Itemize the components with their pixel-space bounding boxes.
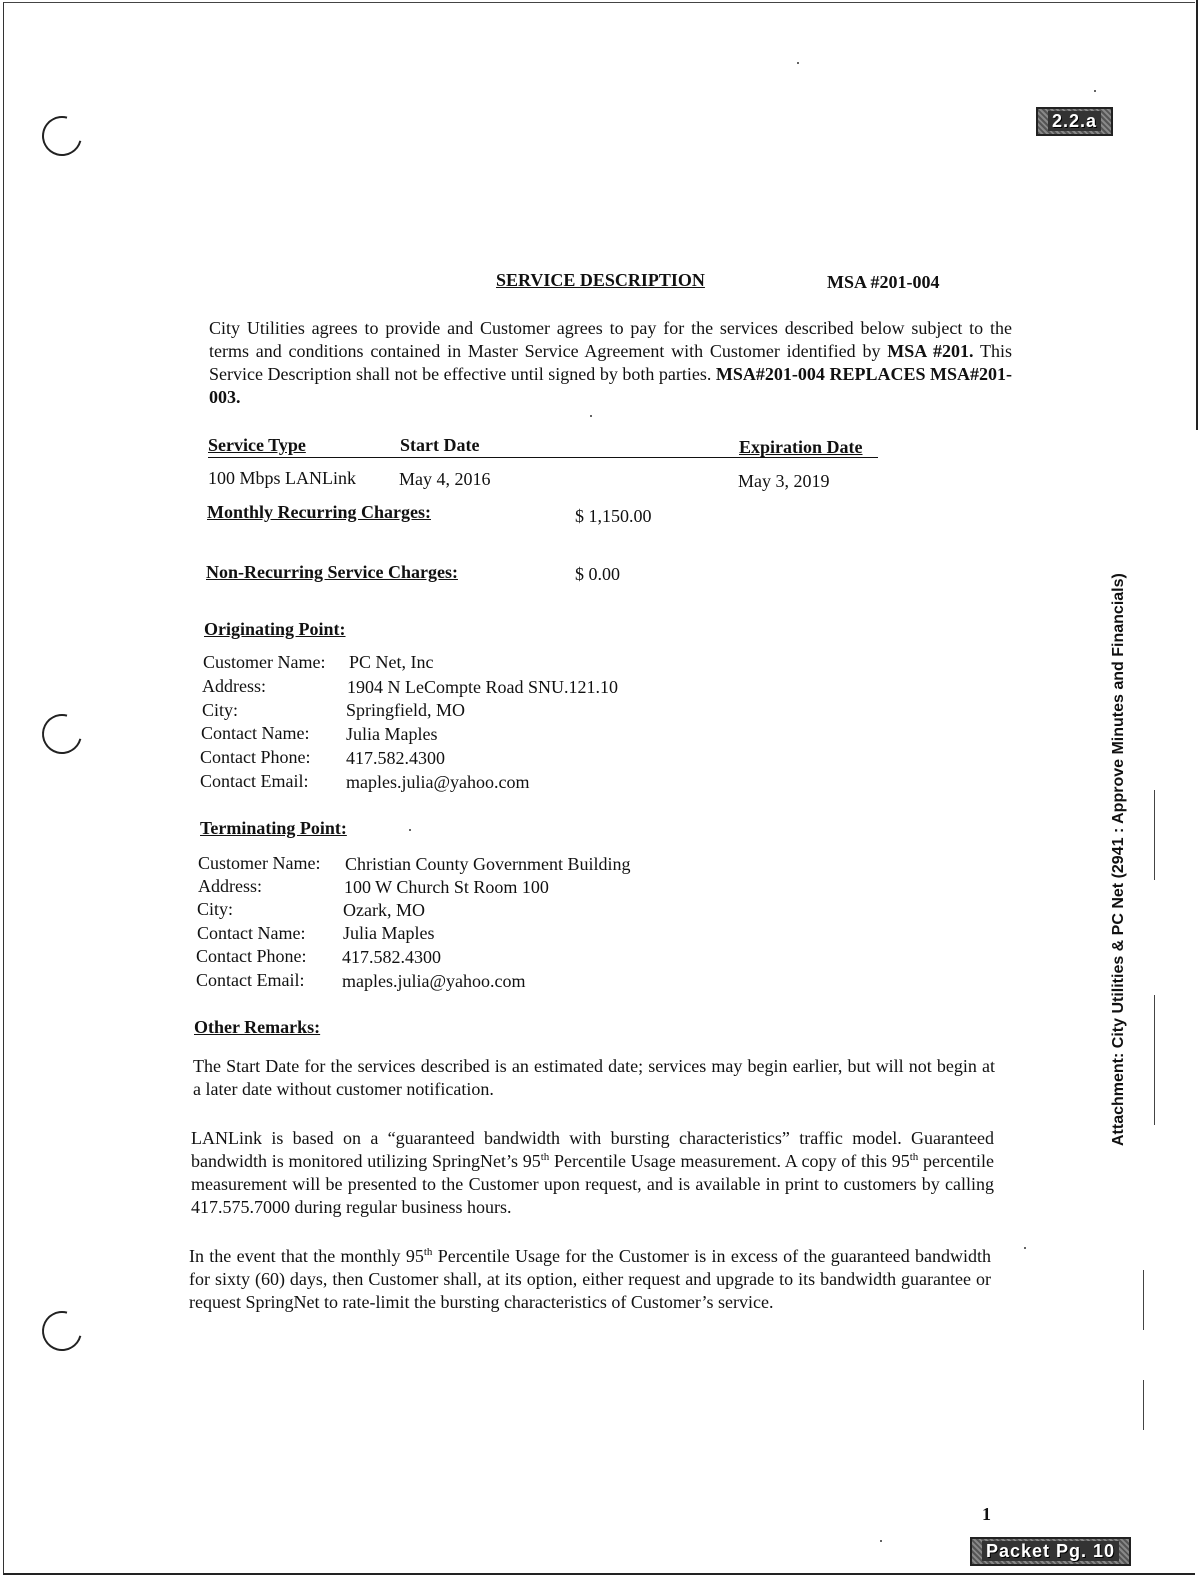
- orig-label: Address:: [202, 676, 266, 696]
- margin-mark: [1154, 790, 1155, 880]
- col-header-service-type: Service Type: [208, 435, 306, 455]
- service-type-value: 100 Mbps LANLink: [208, 468, 356, 488]
- intro-paragraph: City Utilities agrees to provide and Customer agrees to pay for the services described below subject to the terms and conditions contained in Master Service Agreement with Customer identified by MSA #201. This Service Description shall not be effective until signed by both parties. MSA#201-004 REPLACES MSA#201-003.: [209, 318, 1012, 407]
- remarks-paragraph-1: The Start Date for the services described is an estimated date; services may begin earlier, but will not begin at a later date without customer notification.: [193, 1056, 995, 1099]
- term-value: 417.582.4300: [342, 947, 441, 967]
- col-header-start-date: Start Date: [400, 435, 480, 455]
- page-border: [3, 2, 1195, 1575]
- margin-mark: [1154, 995, 1155, 1125]
- table-header-rule: [208, 457, 878, 458]
- orig-value: Springfield, MO: [346, 700, 465, 720]
- nonrecurring-charges-label: Non-Recurring Service Charges:: [206, 562, 458, 582]
- monthly-charges-label: Monthly Recurring Charges:: [207, 502, 431, 522]
- margin-mark: [1143, 1270, 1144, 1330]
- term-label: Contact Name:: [197, 923, 306, 943]
- document-title: SERVICE DESCRIPTION: [496, 270, 705, 290]
- orig-value: 417.582.4300: [346, 748, 445, 768]
- orig-value: PC Net, Inc: [349, 652, 434, 672]
- orig-label: Contact Phone:: [200, 747, 311, 767]
- attachment-side-label: Attachment: City Utilities & PC Net (2941 : Approve Minutes and Financials): [1110, 573, 1127, 1146]
- orig-value: maples.julia@yahoo.com: [346, 772, 530, 792]
- orig-value: Julia Maples: [346, 724, 438, 744]
- start-date-value: May 4, 2016: [399, 469, 491, 489]
- nonrecurring-charges-value: $ 0.00: [575, 564, 620, 584]
- term-label: Address:: [198, 876, 262, 896]
- col-header-expiration-date: Expiration Date: [739, 437, 863, 457]
- term-value: 100 W Church St Room 100: [344, 877, 549, 897]
- expiration-date-value: May 3, 2019: [738, 471, 830, 491]
- orig-label: Customer Name:: [203, 652, 326, 672]
- term-label: Customer Name:: [198, 853, 321, 873]
- term-value: Christian County Government Building: [345, 854, 631, 874]
- orig-label: Contact Name:: [201, 723, 310, 743]
- orig-value: 1904 N LeCompte Road SNU.121.10: [347, 677, 618, 697]
- term-label: City:: [197, 899, 234, 919]
- agenda-item-badge: 2.2.a: [1036, 107, 1113, 136]
- remarks-paragraph-2: LANLink is based on a “guaranteed bandwidth with bursting characteristics” traffic model. Guaranteed bandwidth is monitored utilizing SpringNet’s 95th Percentile Usage measurement. A copy of this 95th percentile measurement will be presented to the Customer upon request, and is available in print to customers by calling 417.575.7000 during regular business hours.: [191, 1128, 994, 1217]
- page-edge: [1196, 0, 1198, 430]
- term-value: Ozark, MO: [343, 900, 425, 920]
- term-value: maples.julia@yahoo.com: [342, 971, 526, 991]
- orig-label: Contact Email:: [200, 771, 309, 791]
- terminating-heading: Terminating Point:: [200, 818, 347, 838]
- originating-heading: Originating Point:: [204, 619, 346, 639]
- margin-mark: [1143, 1380, 1144, 1430]
- term-value: Julia Maples: [343, 923, 435, 943]
- orig-label: City:: [202, 700, 239, 720]
- remarks-paragraph-3: In the event that the monthly 95th Percentile Usage for the Customer is in excess of the guaranteed bandwidth for sixty (60) days, then Customer shall, at its option, either request and upgrade to its bandwidth guarantee or request SpringNet to rate-limit the bursting characteristics of Customer’s service.: [189, 1246, 991, 1312]
- term-label: Contact Email:: [196, 970, 305, 990]
- term-label: Contact Phone:: [196, 946, 307, 966]
- packet-page-badge: Packet Pg. 10: [970, 1537, 1131, 1566]
- monthly-charges-value: $ 1,150.00: [575, 506, 652, 526]
- remarks-heading: Other Remarks:: [194, 1017, 321, 1037]
- msa-number: MSA #201-004: [827, 272, 940, 292]
- page-number: 1: [982, 1504, 991, 1524]
